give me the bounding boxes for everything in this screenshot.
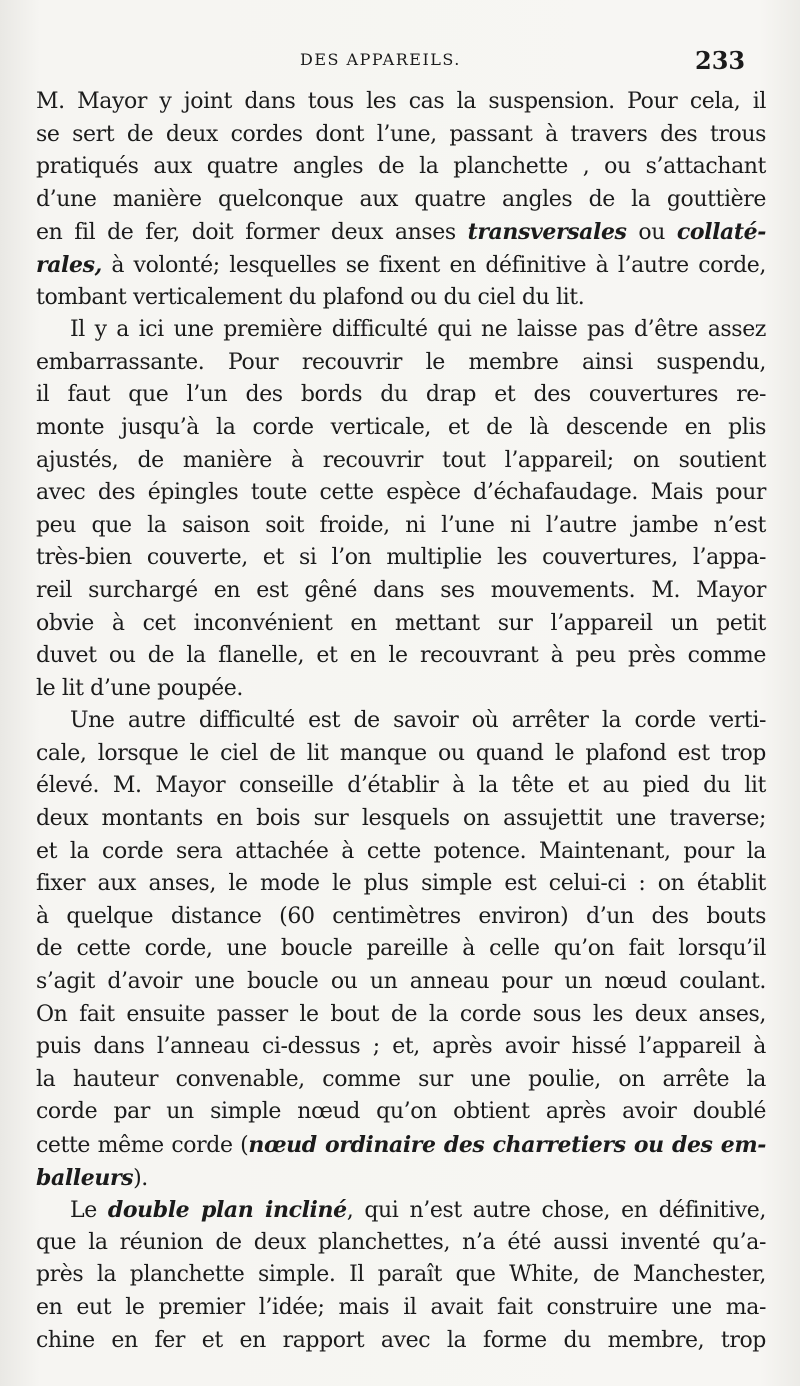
text-line: On fait ensuite passer le bout de la corde sous les deux anses,	[36, 1001, 766, 1027]
text-line: deux montants en bois sur lesquels on assujettit une traverse;	[36, 806, 766, 832]
text-line: balleurs).	[36, 1164, 148, 1191]
text-line: de cette corde, une boucle pareille à celle qu’on fait lorsqu’il	[36, 936, 766, 962]
text-line: avec des épingles toute cette espèce d’échafaudage. Mais pour	[36, 480, 766, 506]
text-line: cale, lorsque le ciel de lit manque ou quand le plafond est trop	[36, 740, 766, 766]
text-line: corde par un simple nœud qu’on obtient après avoir doublé	[36, 1099, 766, 1125]
text-line: élevé. M. Mayor conseille d’établir à la tête et au pied du lit	[36, 773, 766, 799]
page-header	[0, 46, 800, 82]
text-line: puis dans l’anneau ci-dessus ; et, après avoir hissé l’appareil à	[36, 1034, 766, 1060]
text-line: se sert de deux cordes dont l’une, passant à travers des trous	[36, 121, 766, 147]
text-line: tombant verticalement du plafond ou du ciel du lit.	[36, 284, 585, 310]
text-line: près la planchette simple. Il paraît que White, de Manchester,	[36, 1262, 766, 1288]
text-line: s’agit d’avoir une boucle ou un anneau pour un nœud coulant.	[36, 969, 766, 995]
text-line: d’une manière quelconque aux quatre angles de la gouttière	[36, 186, 766, 212]
text-line: que la réunion de deux planchettes, n’a été aussi inventé qu’a-	[36, 1229, 766, 1255]
text-line: en eut le premier l’idée; mais il avait fait construire une ma-	[36, 1294, 766, 1320]
text-line: ajustés, de manière à recouvrir tout l’appareil; on soutient	[36, 447, 766, 473]
text-line: cette même corde (nœud ordinaire des charretiers ou des em-	[36, 1132, 766, 1158]
text-line: fixer aux anses, le mode le plus simple est celui-ci : on établit	[36, 871, 766, 897]
text-line: reil surchargé en est gêné dans ses mouvements. M. Mayor	[36, 577, 766, 603]
page-number: 233	[695, 46, 746, 75]
text-line: il faut que l’un des bords du drap et des couvertures re-	[36, 382, 766, 408]
text-line: Une autre difficulté est de savoir où arrêter la corde verti-	[70, 708, 766, 734]
text-line: obvie à cet inconvénient en mettant sur l’appareil un petit	[36, 610, 766, 636]
text-line: et la corde sera attachée à cette potence. Maintenant, pour la	[36, 838, 766, 864]
text-line: duvet ou de la flanelle, et en le recouvrant à peu près comme	[36, 643, 766, 669]
paragraph-3	[36, 705, 766, 1194]
text-line: en fil de fer, doit former deux anses transversales ou collaté-	[36, 219, 766, 246]
text-line: rales, à volonté; lesquelles se fixent en définitive à l’autre corde,	[36, 251, 766, 278]
paragraph-4	[36, 1194, 766, 1357]
running-title: DES APPAREILS.	[300, 50, 461, 69]
text-line: embarrassante. Pour recouvrir le membre ainsi suspendu,	[36, 349, 766, 375]
text-line: très-bien couverte, et si l’on multiplie les couvertures, l’appa-	[36, 545, 766, 571]
body-text	[36, 86, 766, 1357]
text-line: monte jusqu’à la corde verticale, et de là descende en plis	[36, 414, 766, 440]
text-line: pratiqués aux quatre angles de la planchette , ou s’attachant	[36, 154, 766, 180]
text-line: à quelque distance (60 centimètres environ) d’un des bouts	[36, 903, 766, 929]
text-line: le lit d’une poupée.	[36, 675, 243, 701]
text-line: la hauteur convenable, comme sur une poulie, on arrête la	[36, 1066, 766, 1092]
paragraph-2	[36, 314, 766, 705]
paragraph-1	[36, 86, 766, 314]
text-line: Le double plan incliné, qui n’est autre chose, en définitive,	[70, 1197, 767, 1224]
text-line: peu que la saison soit froide, ni l’une ni l’autre jambe n’est	[36, 512, 766, 538]
text-line: M. Mayor y joint dans tous les cas la suspension. Pour cela, il	[36, 89, 766, 114]
text-line: Il y a ici une première difficulté qui ne laisse pas d’être assez	[70, 317, 766, 343]
text-line: chine en fer et en rapport avec la forme du membre, trop	[36, 1327, 766, 1353]
